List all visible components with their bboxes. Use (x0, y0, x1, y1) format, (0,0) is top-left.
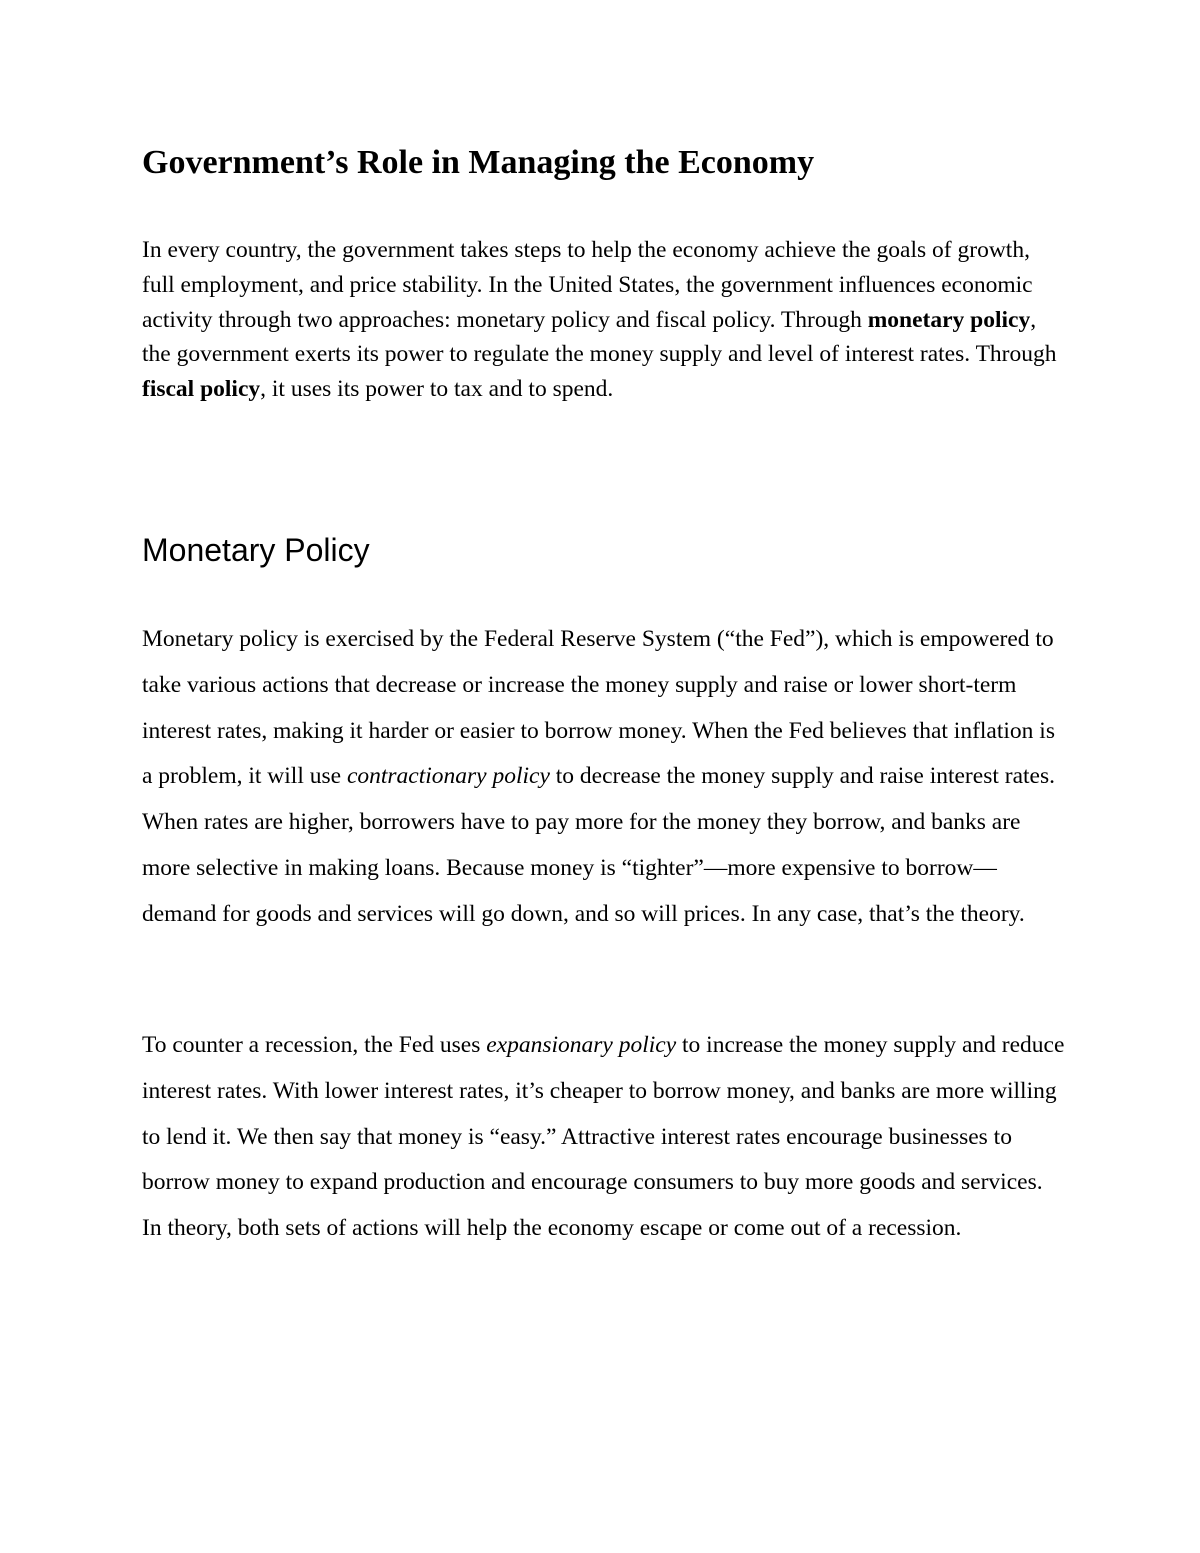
term-contractionary-policy: contractionary policy (346, 763, 550, 790)
p2-text-1: To counter a recession, the Fed uses (142, 1032, 487, 1058)
intro-text-2: , the government exerts its power to regulate the money supply and level of interest rates. Through (142, 306, 1057, 368)
intro-text-1: In every country, the government takes steps to help the economy achieve the goals of growth, full employment, and price stability. In the United States, the government influences economic activity through two approaches: monetary policy and fiscal policy. Through (142, 237, 1033, 333)
monetary-paragraph-2 (142, 1023, 1067, 1252)
section-heading-monetary-policy: Monetary Policy (142, 532, 370, 568)
intro-text-3: , it uses its power to tax and to spend. (260, 376, 614, 403)
term-expansionary-policy: expansionary policy (486, 1032, 677, 1058)
term-fiscal-policy: fiscal policy (142, 376, 261, 403)
document-title: Government’s Role in Managing the Economy (142, 144, 815, 181)
p1-text-1: Monetary policy is exercised by the Federal Reserve System (“the Fed”), which is empowered to take various actions that decrease or increase the money supply and raise or lower short-term interest rates, making it harder or easier to borrow money. When the Fed believes that inflation is a problem, it will use (142, 626, 1055, 790)
intro-paragraph (142, 233, 1067, 407)
monetary-paragraph-1 (142, 617, 1067, 938)
p1-text-2: to decrease the money supply and raise interest rates. When rates are higher, borrowers have to pay more for the money they borrow, and banks are more selective in making loans. Because money is “tighter”—more expensive to borrow—demand for goods and services will go down, and so will prices. In any case, that’s the theory. (142, 763, 1055, 927)
p2-text-2: to increase the money supply and reduce interest rates. With lower interest rates, it’s cheaper to borrow money, and banks are more willing to lend it. We then say that money is “easy.” Attractive interest rates encourage businesses to borrow money to expand production and encourage consumers to buy more goods and services. In theory, both sets of actions will help the economy escape or come out of a recession. (142, 1032, 1065, 1242)
term-monetary-policy: monetary policy (867, 306, 1031, 333)
